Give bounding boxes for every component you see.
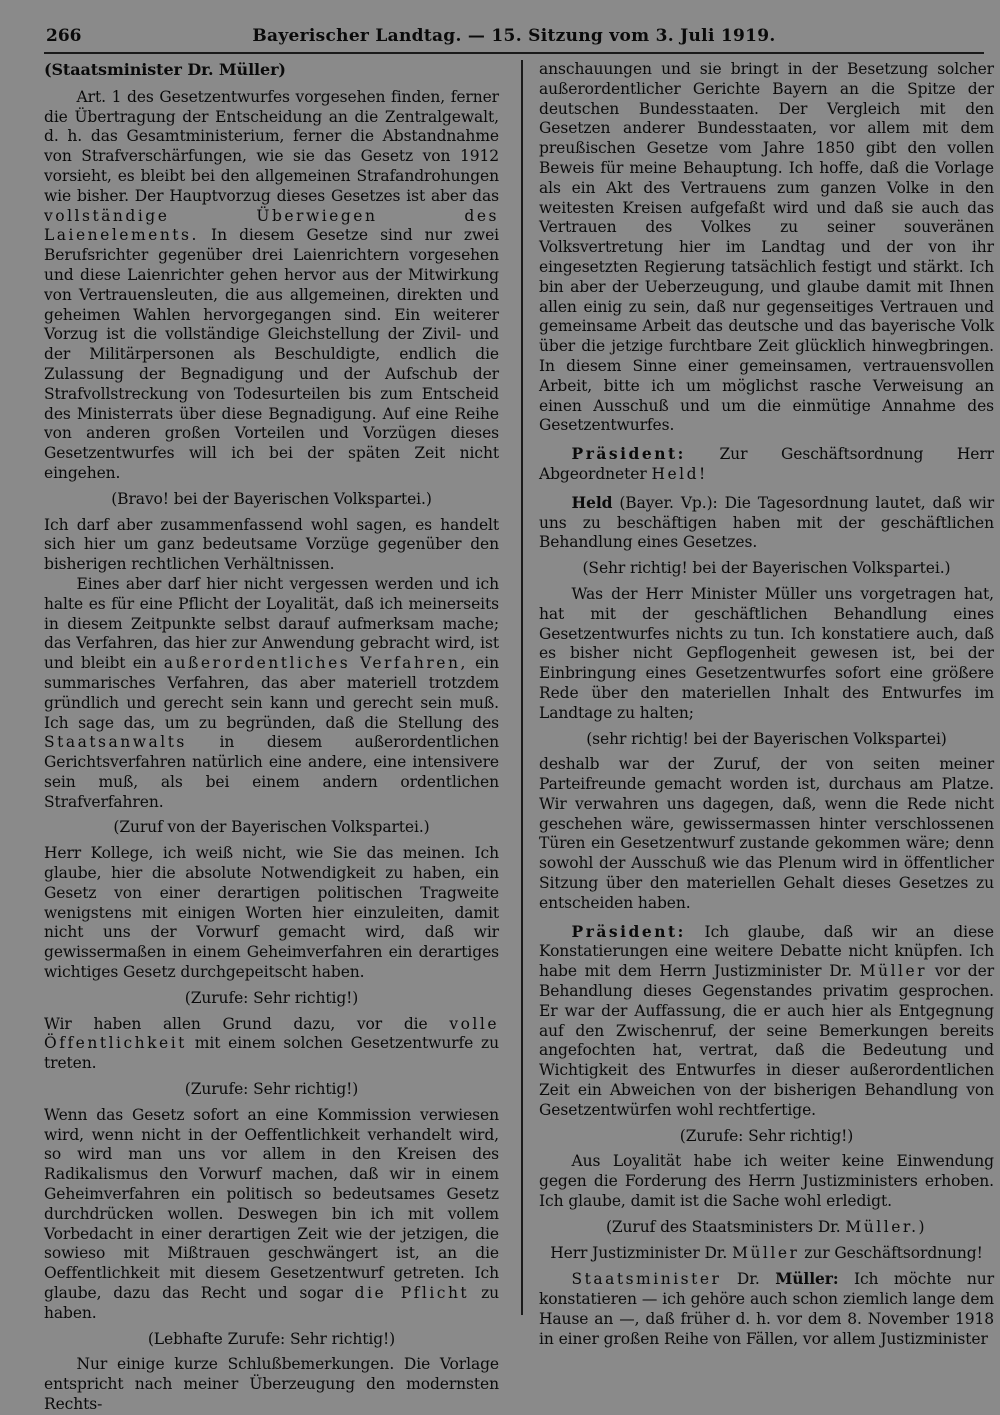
interjection: (Zurufe: Sehr richtig!) [184, 988, 359, 1007]
paragraph: Nur einige kurze Schlußbemerkungen. Die Vorlage entspricht nach meiner Überzeugung den modernsten Rechts- [44, 1355, 499, 1413]
speaker-tag: (Staatsminister Dr. Müller) [44, 60, 286, 79]
interjection: (Bravo! bei der Bayerischen Volkspartei.) [111, 489, 432, 508]
speech-president: Präsident: Ich glaube, daß wir an diese Konstatierungen eine weitere Debatte nicht knüpfen. Ich habe mit dem Herrn Justizminister Dr. Müller vor der Behandlung dieses Gegenstandes privatim gesprochen. Er war der Auffassung, die er auch hier als Entgegnung auf den Zwischenruf, der seine Bemerkungen bereits angefochten hat, vertrat, daß die Bedeutung und Wichtigkeit des Entwurfes in dieser außerordentlichen Zeit ein Abweichen von der bisherigen Behandlung von Gesetzentwürfen wohl rechtfertige. [539, 921, 995, 1119]
left-column [44, 60, 499, 1415]
right-column [539, 60, 994, 1350]
interjection: (Zuruf des Staatsministers Dr. Müller.) [605, 1217, 928, 1236]
column-divider [521, 60, 523, 1315]
interjection: (sehr richtig! bei der Bayerischen Volkspartei) [586, 729, 947, 748]
interjection: (Sehr richtig! bei der Bayerischen Volkspartei.) [582, 559, 951, 578]
running-title: Bayerischer Landtag. — 15. Sitzung vom 3. Juli 1919. [252, 26, 776, 46]
paragraph: deshalb war der Zuruf, der von seiten meiner Parteifreunde gemacht worden ist, durchaus am Platze. Wir verwahren uns dagegen, daß, wenn die Rede nicht geschehen wäre, gewissermassen hinter verschlossenen Türen ein Gesetzentwurf zustande gekommen wäre; denn sowohl der Ausschuß wie das Plenum wird in öffentlicher Sitzung über den materiellen Gehalt dieses Gesetzes zu entscheiden haben. [539, 755, 994, 912]
speaker-name: Müller: [775, 1269, 839, 1289]
paragraph: Eines aber darf hier nicht vergessen werden und ich halte es für eine Pflicht der Loyalität, daß ich meinerseits in diesem Zeitpunkte selbst darauf aufmerksam mache; das Verfahren, das hier zur Anwendung gebracht wird, ist und bleibt ein außerordentliches Verfahren, ein summarisches Verfahren, das aber materiell trotzdem gründlich und gerecht sein kann und gerecht sein muß. Ich sage das, um zu begründen, daß die Stellung des Staatsanwalts in diesem außerordentlichen Gerichtsverfahren natürlich eine andere, eine intensivere sein muß, als bei einem andern ordentlichen Strafverfahren. [44, 574, 500, 811]
speaker-name: Held [571, 492, 613, 512]
paragraph: anschauungen und sie bringt in der Besetzung solcher außerordentlicher Gerichte Bayern an die Spitze der deutschen Bundesstaaten. Der Vergleich mit den Gesetzen anderer Bundesstaaten, vor allem mit dem preußischen Gesetze vom Jahre 1850 gibt den vollen Beweis für meine Behauptung. Ich hoffe, daß die Vorlage als ein Akt des Vertrauens zum ganzen Volke in den weitesten Kreisen aufgefaßt wird und daß sie auch das Vertrauen des Volkes zu seiner souveränen Volksvertretung hier im Landtag und der von ihr eingesetzten Regierung tatsächlich festigt und stärkt. Ich bin aber der Ueberzeugung, und glaube damit mit Ihnen allen einig zu sein, daß nur gegenseitiges Vertrauen und gemeinsame Arbeit das deutsche und das bayerische Volk über die jetzige furchtbare Zeit glücklich hinwegbringen. In diesem Sinne einer gemeinsamen, vertrauensvollen Arbeit, bitte ich um möglichst rasche Verweisung an einen Ausschuß und um die einmütige Annahme des Gesetzentwurfes. [539, 60, 994, 435]
page-number: 266 [46, 26, 82, 46]
paragraph: Aus Loyalität habe ich weiter keine Einwendung gegen die Forderung des Herrn Justizministers erhoben. Ich glaube, damit ist die Sache wohl erledigt. [539, 1152, 994, 1211]
paragraph: Art. 1 des Gesetzentwurfes vorgesehen finden, ferner die Übertragung der Entscheidung an die Zentralgewalt, d. h. das Gesamtministerium, ferner die Abstandnahme von Strafverschärfungen, wie sie das Gesetz von 1912 vorsieht, es bleibt bei den allgemeinen Strafandrohungen wie bisher. Der Hauptvorzug dieses Gesetzes ist aber das vollständige Überwiegen des Laienelements. In diesem Gesetze sind nur zwei Berufsrichter gegenüber drei Laienrichtern vorgesehen und diese Laienrichter gehen hervor aus der Mitwirkung von Vertrauensleuten, die aus allgemeinen, direkten und geheimen Wahlen hervorgegangen sind. Ein weiterer Vorzug ist die vollständige Gleichstellung der Zivil- und der Militärpersonen als Beschuldigte, endlich die Zulassung der Begnadigung und der Aufschub der Strafvollstreckung von Todesurteilen bis zum Entscheid des Ministerrats über diese Begnadigung. Auf eine Reihe von anderen großen Vorteilen und Vorzügen dieses Gesetzentwurfes will ich bei der späten Zeit nicht eingehen. [44, 87, 500, 482]
speaker-name: Präsident: [571, 921, 686, 941]
paragraph: Wir haben allen Grund dazu, vor die volle Öffentlichkeit mit einem solchen Gesetzentwurfe zu treten. [44, 1014, 500, 1073]
page-header [44, 22, 984, 54]
paragraph: Herr Kollege, ich weiß nicht, wie Sie das meinen. Ich glaube, hier die absolute Notwendigkeit zu haben, ein Gesetz von einer derartigen politischen Tragweite wenigstens mit einigen Worten hier einzuleiten, damit nicht uns der Vorwurf gemacht wird, daß wir gewissermaßen in einem Geheimverfahren ein derartiges wichtiges Gesetz durchgepeitscht haben. [44, 844, 499, 982]
interjection: (Zurufe: Sehr richtig!) [679, 1126, 854, 1145]
paragraph: Was der Herr Minister Müller uns vorgetragen hat, hat mit der geschäftlichen Behandlung eines Gesetzentwurfes nichts zu tun. Ich konstatiere auch, daß es bisher nicht Gepflogenheit gewesen ist, bei der Einbringung eines Gesetzentwurfes sofort eine größere Rede über den materiellen Inhalt des Entwurfes im Landtage zu halten; [539, 584, 994, 722]
speaker-name: Präsident: [571, 444, 686, 464]
interjection: Herr Justizminister Dr. Müller zur Geschäftsordnung! [550, 1243, 983, 1262]
interjection: (Lebhafte Zurufe: Sehr richtig!) [147, 1329, 396, 1348]
interjection: (Zuruf von der Bayerischen Volkspartei.) [113, 818, 430, 837]
speech-president: Präsident: Zur Geschäftsordnung Herr Abgeordneter Held! [539, 444, 994, 483]
paragraph: Ich darf aber zusammenfassend wohl sagen, es handelt sich hier um ganz bedeutsame Vorzüge gegenüber den bisherigen rechtlichen Verhältnissen. [44, 515, 499, 574]
paragraph: Wenn das Gesetz sofort an eine Kommission verwiesen wird, wenn nicht in der Oeffentlichkeit verhandelt wird, so wird man uns vor allem in den Kreisen des Radikalismus den Vorwurf machen, daß wir in einem Geheimverfahren ein politisch so bedeutsames Gesetz durchdrücken wollen. Deswegen bin ich mit vollem Vorbedacht in einer derartigen Zeit wie der jetzigen, die sowieso mit Mißtrauen geschwängert ist, an die Oeffentlichkeit mit diesem Gesetzentwurf getreten. Ich glaube, dazu das Recht und sogar die Pflicht zu haben. [44, 1105, 500, 1322]
interjection: (Zurufe: Sehr richtig!) [184, 1080, 359, 1099]
speech-minister: Staatsminister Dr. Müller: Ich möchte nur konstatieren — ich gehöre auch schon ziemlich lange dem Hause an —, daß früher d. h. vor dem 8. November 1918 in einer großen Reihe von Fällen, vor allem Justizminister [539, 1269, 995, 1348]
speech-held: Held (Bayer. Vp.): Die Tagesordnung lautet, daß wir uns zu beschäftigen haben mit der geschäftlichen Behandlung eines Gesetzes. [539, 492, 995, 552]
